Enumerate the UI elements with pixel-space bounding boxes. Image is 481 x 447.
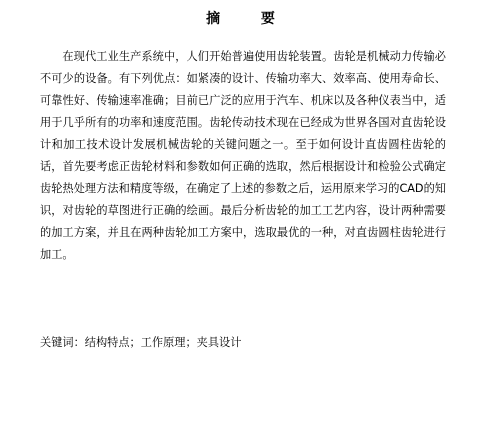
abstract-title: 摘 要 — [206, 11, 293, 27]
abstract-paragraph: 在现代工业生产系统中，人们开始普遍使用齿轮装置。齿轮是机械动力传输必不可少的设备。有下列优点：如紧凑的设计、传输功率大、效率高、使用寿命长、可靠性好、传输速率准确；目前已广泛的应用于汽车、机床以及各种仪表当中，适用于几乎所有的功率和速度范围。齿轮传动技术现在已经成为世界各国对直齿轮设计和加工技术设计发展机械齿轮的关键问题之一。至于如何设计直齿圆柱齿轮的话，首先要考虑正齿轮材料和参数如何正确的选取，然后根据设计和检验公式确定齿轮热处理方法和精度等级，在确定了上述的参数之后，运用原来学习的CAD的知识，对齿轮的草图进行正确的绘画。最后分析齿轮的加工工艺内容，设计两种需要的加工方案，并且在两种齿轮加工方案中，选取最优的一种，对直齿圆柱齿轮进行加工。 — [40, 50, 446, 261]
keywords-line: 关键词：结构特点；工作原理；夹具设计 — [40, 336, 242, 349]
